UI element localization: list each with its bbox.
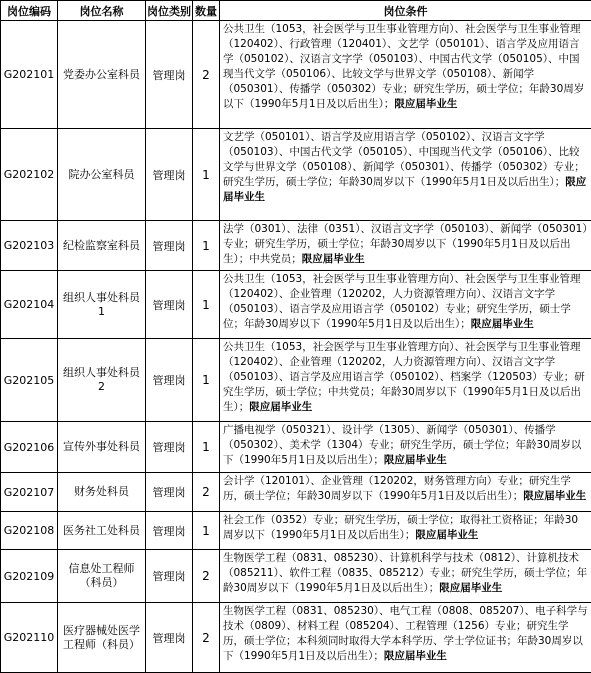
position-category: 管理岗	[146, 512, 193, 550]
position-name: 组织人事处科员1	[58, 271, 146, 339]
position-category: 管理岗	[146, 271, 193, 339]
position-code: G202109	[1, 550, 58, 603]
table-row	[1, 603, 591, 673]
table-row	[1, 21, 591, 129]
position-conditions	[220, 271, 591, 339]
header-count: 数量	[193, 1, 220, 21]
table-row	[1, 129, 591, 221]
graduate-requirement: 限应届毕业生	[523, 490, 586, 502]
position-code: G202107	[1, 473, 58, 512]
position-category: 管理岗	[146, 339, 193, 422]
position-count: 2	[193, 603, 220, 673]
table-row	[1, 221, 591, 271]
position-code: G202102	[1, 129, 58, 221]
graduate-requirement: 限应届毕业生	[223, 176, 586, 203]
table-row	[1, 422, 591, 473]
position-conditions	[220, 129, 591, 221]
position-conditions	[220, 550, 591, 603]
header-row	[1, 1, 591, 21]
graduate-requirement: 限应届毕业生	[302, 253, 365, 265]
graduate-requirement: 限应届毕业生	[394, 98, 457, 110]
position-code: G202103	[1, 221, 58, 271]
conditions-text: 文艺学（050101）、语言学及应用语言学（050102）、汉语言文字学（050103）、中国古代文学（050105）、中国现当代文学（050106）、比较文学与世界文学（050108）、新闻学（050301）、传播学（050302）专业；研究生学历，硕士学位；年龄30周岁以下（1990年5月1日及以后出生）；	[223, 131, 585, 188]
position-name: 组织人事处科员2	[58, 339, 146, 422]
position-category: 管理岗	[146, 603, 193, 673]
graduate-requirement: 限应届毕业生	[249, 401, 312, 413]
position-category: 管理岗	[146, 473, 193, 512]
position-conditions	[220, 21, 591, 129]
position-code: G202110	[1, 603, 58, 673]
position-conditions	[220, 221, 591, 271]
position-name: 纪检监察室科员	[58, 221, 146, 271]
position-name: 医务社工处科员	[58, 512, 146, 550]
position-count: 1	[193, 221, 220, 271]
header-name: 岗位名称	[58, 1, 146, 21]
table-row	[1, 512, 591, 550]
conditions-text: 生物医学工程（0831、085230）、计算机科学与技术（0812）、计算机技术（085211）、软件工程（0835、085212）专业；研究生学历，硕士学位；年龄30周岁以下（1990年5月1日及以后出生）；	[223, 552, 587, 594]
position-conditions	[220, 512, 591, 550]
conditions-text: 会计学（120101）、企业管理（120202，财务管理方向）专业；研究生学历，硕士学位；年龄30周岁以下（1990年5月1日及以后出生）；	[223, 475, 571, 502]
position-count: 1	[193, 339, 220, 422]
graduate-requirement: 限应届毕业生	[415, 529, 478, 541]
position-conditions	[220, 339, 591, 422]
position-code: G202105	[1, 339, 58, 422]
position-name: 信息处工程师（科员）	[58, 550, 146, 603]
table-row	[1, 550, 591, 603]
position-category: 管理岗	[146, 550, 193, 603]
position-code: G202108	[1, 512, 58, 550]
position-name: 财务处科员	[58, 473, 146, 512]
position-count: 1	[193, 512, 220, 550]
position-conditions	[220, 603, 591, 673]
position-name: 党委办公室科员	[58, 21, 146, 129]
table-row	[1, 473, 591, 512]
conditions-text: 生物医学工程（0831、085230）、电气工程（0808、085207）、电子科学与技术（0809）、材料工程（085204）、工程管理（1256）专业；研究生学历，硕士学位；本科须同时取得大学本科学历、学士学位证书；年龄30周岁以下（1990年5月1日及以后出生）；	[223, 605, 588, 662]
position-count: 1	[193, 271, 220, 339]
position-category: 管理岗	[146, 129, 193, 221]
conditions-text: 公共卫生（1053，社会医学与卫生事业管理方向）、社会医学与卫生事业管理（120402）、企业管理（120202，人力资源管理方向）、汉语言文字学（050103）、语言学及应用语言学（050102）专业；研究生学历，硕士学位；年龄30周岁以下（1990年5月1日及以后出生）；	[223, 273, 580, 330]
position-category: 管理岗	[146, 21, 193, 129]
conditions-text: 公共卫生（1053，社会医学与卫生事业管理方向）、社会医学与卫生事业管理（120402）、行政管理（120401）、文艺学（050101）、语言学及应用语言学（050102）、汉语言文字学（050103）、中国古代文学（050105）、中国现当代文学（050106）、比较文学与世界文学（050108）、新闻学（050301）、传播学（050302）专业；研究生学历，硕士学位；年龄30周岁以下（1990年5月1日及以后出生）；	[223, 23, 584, 110]
graduate-requirement: 限应届毕业生	[384, 650, 447, 662]
header-code: 岗位编码	[1, 1, 58, 21]
header-category: 岗位类别	[146, 1, 193, 21]
graduate-requirement: 限应届毕业生	[384, 454, 447, 466]
table-row	[1, 339, 591, 422]
position-count: 2	[193, 21, 220, 129]
position-conditions	[220, 473, 591, 512]
position-count: 2	[193, 550, 220, 603]
position-count: 1	[193, 422, 220, 473]
conditions-text: 社会工作（0352）专业；研究生学历，硕士学位；取得社工资格证；年龄30周岁以下（1990年5月1日及以后出生）；	[223, 514, 578, 541]
position-name: 宣传外事处科员	[58, 422, 146, 473]
graduate-requirement: 限应届毕业生	[439, 582, 502, 594]
conditions-text: 公共卫生（1053，社会医学与卫生事业管理方向）、社会医学与卫生事业管理（120402）、企业管理（120202，人力资源管理方向）、汉语言文字学（050103）、语言学及应用语言学（050102）、档案学（120503）专业；研究生学历，硕士学位；中共党员；年龄30周岁以下（1990年5月1日及以后出生）；	[223, 341, 585, 413]
position-category: 管理岗	[146, 422, 193, 473]
conditions-text: 广播电视学（050321）、设计学（1305）、新闻学（050301）、传播学（050302）、美术学（1304）专业；研究生学历，硕士学位；年龄30周岁以下（1990年5月1日及以后出生）；	[223, 424, 581, 466]
position-name: 医疗器械处医学工程师（科员）	[58, 603, 146, 673]
position-conditions	[220, 422, 591, 473]
position-count: 1	[193, 129, 220, 221]
position-code: G202101	[1, 21, 58, 129]
header-conditions: 岗位条件	[220, 1, 591, 21]
table-row	[1, 271, 591, 339]
graduate-requirement: 限应届毕业生	[471, 318, 534, 330]
position-code: G202106	[1, 422, 58, 473]
position-count: 2	[193, 473, 220, 512]
conditions-text: 法学（0301）、法律（0351）、汉语言文字学（050103）、新闻学（050301）专业；研究生学历，硕士学位；年龄30周岁以下（1990年5月1日及以后出生）；中共党员；	[223, 223, 588, 265]
position-name: 院办公室科员	[58, 129, 146, 221]
position-category: 管理岗	[146, 221, 193, 271]
position-code: G202104	[1, 271, 58, 339]
